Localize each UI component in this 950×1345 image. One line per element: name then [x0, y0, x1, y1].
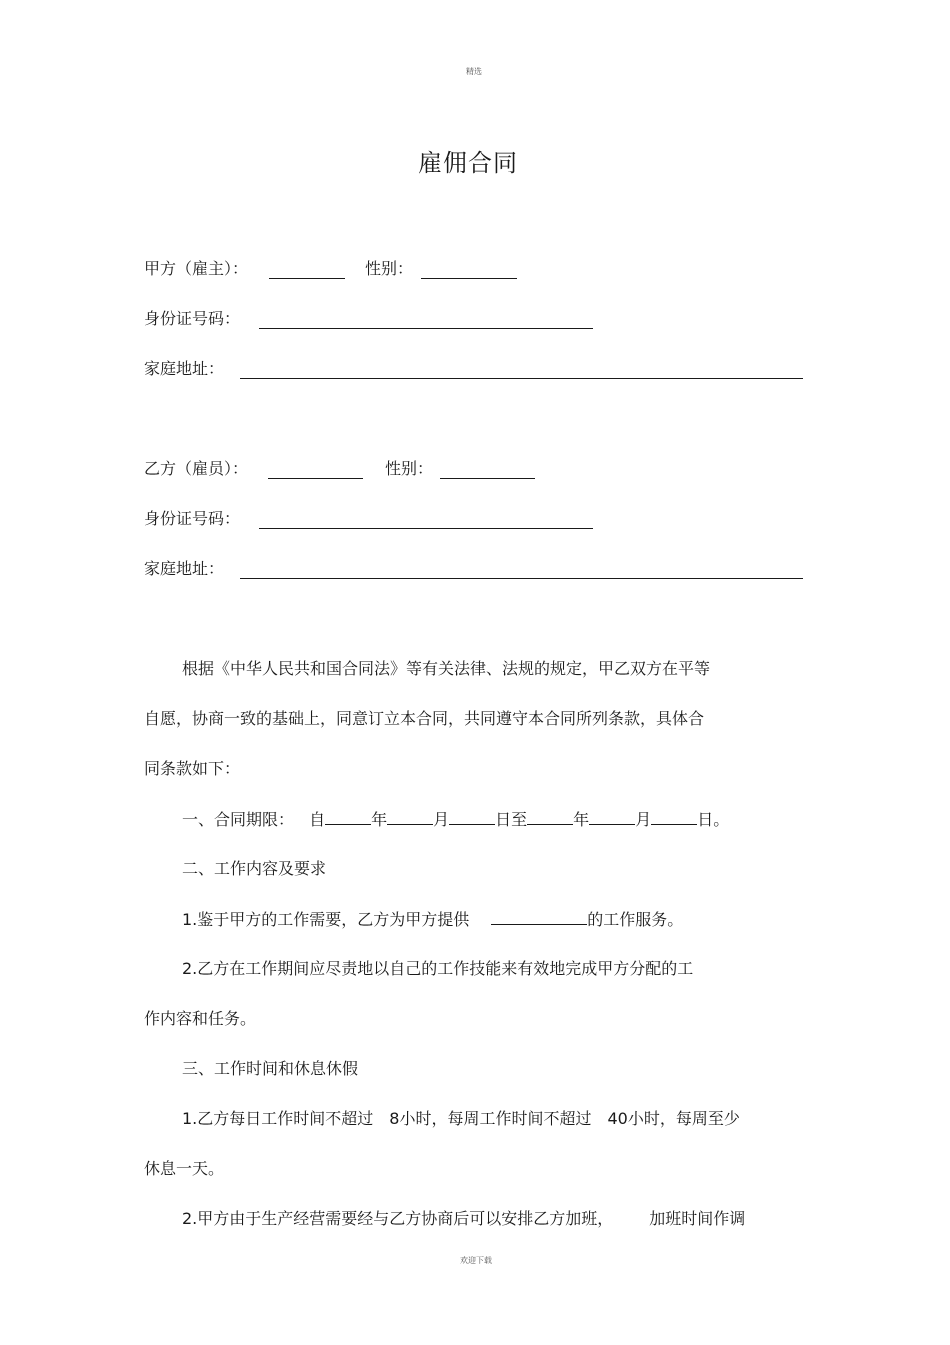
end-day-field[interactable]	[651, 808, 697, 825]
start-day-field[interactable]	[449, 808, 495, 825]
section-3-item-2-b: 加班时间作调	[649, 1209, 746, 1228]
party-b-address-label: 家庭地址：	[144, 559, 225, 578]
party-a-label: 甲方（雇主）：	[144, 259, 249, 278]
section-3-item-1-b: 8小时，每周工作时间不超过	[389, 1109, 592, 1128]
section-3-heading: 三、工作时间和休息休假	[182, 1059, 359, 1078]
end-year-unit: 年	[573, 810, 590, 829]
term-label: 一、合同期限：	[182, 810, 295, 829]
section-3-item-1-a: 1.乙方每日工作时间不超过	[182, 1109, 374, 1128]
party-b-id-field[interactable]	[259, 512, 593, 529]
document-title: 雇佣合同	[418, 149, 518, 177]
preamble-line-1: 根据《中华人民共和国合同法》等有关法律、法规的规定，甲乙双方在平等	[182, 659, 711, 678]
section-2-item-1	[182, 908, 683, 931]
section-2-item-2-line-2: 作内容和任务。	[144, 1009, 257, 1028]
start-year-field[interactable]	[325, 808, 371, 825]
start-month-unit: 月	[433, 810, 450, 829]
section-3-item-1-c: 40小时，每周至少	[607, 1109, 740, 1128]
service-type-field[interactable]	[491, 908, 587, 925]
section-3-item-1-line-2: 休息一天。	[144, 1159, 225, 1178]
section-3-item-2-a: 2.甲方由于生产经营需要经与乙方协商后可以安排乙方加班，	[182, 1209, 614, 1228]
section-3-item-1-line-1	[182, 1108, 740, 1130]
start-year-unit: 年	[371, 810, 388, 829]
start-day-to: 日至	[495, 810, 528, 829]
section-2-item-1-text: 1.鉴于甲方的工作需要，乙方为甲方提供	[182, 910, 470, 929]
party-a-gender-field[interactable]	[421, 262, 517, 279]
page-header: 精选	[466, 67, 482, 76]
party-b-gender-field[interactable]	[440, 462, 535, 479]
party-a-address-field[interactable]	[240, 362, 803, 379]
party-a-gender-label: 性别：	[365, 259, 414, 278]
party-a-id-field[interactable]	[259, 312, 593, 329]
page-footer: 欢迎下载	[460, 1256, 492, 1265]
party-a-name-field[interactable]	[269, 262, 345, 279]
end-day-unit: 日。	[697, 810, 730, 829]
party-b-name-field[interactable]	[268, 462, 363, 479]
section-2-item-1-suffix: 的工作服务。	[587, 910, 684, 929]
preamble-line-3: 同条款如下：	[144, 759, 241, 778]
section-3-item-2	[182, 1208, 745, 1230]
end-month-unit: 月	[635, 810, 652, 829]
end-year-field[interactable]	[527, 808, 573, 825]
section-1-term	[182, 808, 729, 831]
end-month-field[interactable]	[589, 808, 635, 825]
start-month-field[interactable]	[387, 808, 433, 825]
party-b-address-field[interactable]	[240, 562, 803, 579]
section-2-heading: 二、工作内容及要求	[182, 859, 327, 878]
party-a-address-label: 家庭地址：	[144, 359, 225, 378]
party-b-label: 乙方（雇员）：	[144, 459, 249, 478]
party-a-id-label: 身份证号码：	[144, 309, 241, 328]
section-2-item-2-line-1: 2.乙方在工作期间应尽责地以自己的工作技能来有效地完成甲方分配的工	[182, 959, 694, 978]
preamble-line-2: 自愿，协商一致的基础上，同意订立本合同，共同遵守本合同所列条款，具体合	[144, 709, 705, 728]
term-from: 自	[309, 810, 326, 829]
party-b-id-label: 身份证号码：	[144, 509, 241, 528]
party-b-gender-label: 性别：	[385, 459, 434, 478]
